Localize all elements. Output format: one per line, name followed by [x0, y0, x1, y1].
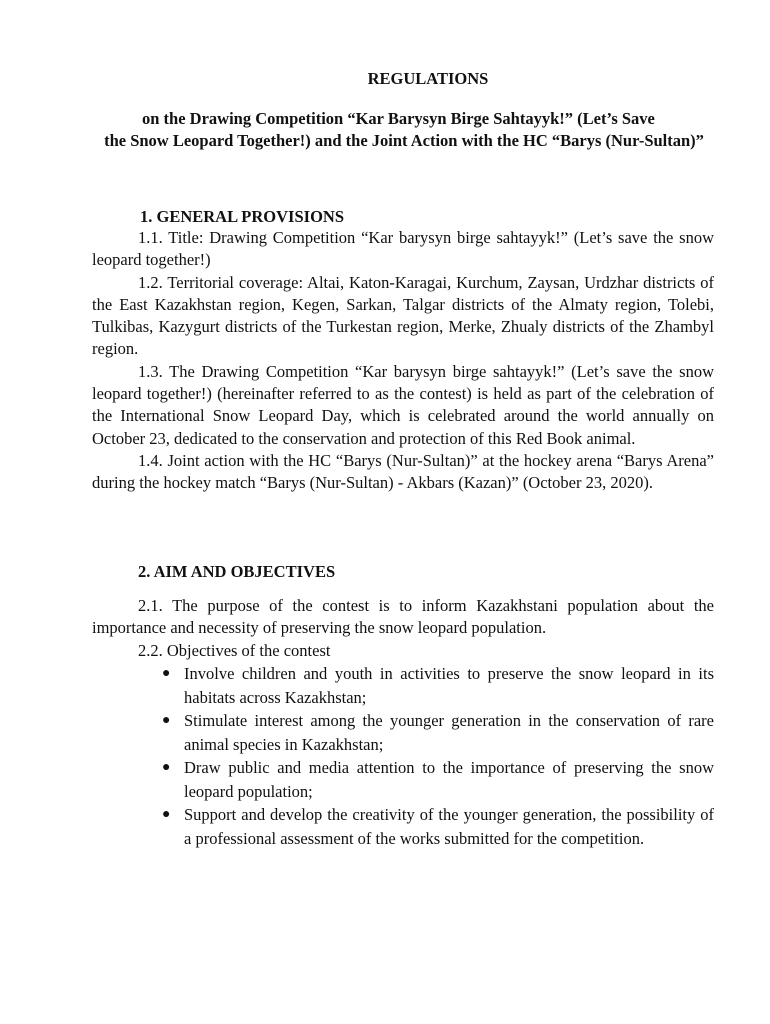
paragraph-2-2: 2.2. Objectives of the contest [138, 640, 331, 660]
paragraph-2-1: 2.1. The purpose of the contest is to inform Kazakhstani population about the importance and necessity of preserving the snow leopard population. [92, 596, 714, 638]
bullet-icon: ● [162, 760, 171, 775]
paragraph-1-3: 1.3. The Drawing Competition “Kar barysyn birge sahtayyk!” (Let’s save the snow leopard together!) (hereinafter referred to as the contest) is held as part of the celebration of the International Snow Leopard Day, which is celebrated around the world annually on October 23, dedicated to the conservation and protection of this Red Book animal. [92, 361, 714, 448]
paragraph-1-2: 1.2. Territorial coverage: Altai, Katon-Karagai, Kurchum, Zaysan, Urdzhar districts of the East Kazakhstan region, Kegen, Sarkan, Talgar districts of the Almaty region, Tolebi, Tulkibas, Kazygurt districts of the Turkestan region, Merke, Zhualy districts of the Zhambyl region. [92, 272, 714, 359]
subtitle-line-1: on the Drawing Competition “Kar Barysyn Birge Sahtayyk!” (Let’s Save [142, 109, 655, 128]
section-2-heading: 2. AIM AND OBJECTIVES [138, 562, 336, 581]
bullet-icon: ● [162, 807, 171, 822]
list-item [160, 756, 714, 803]
list-item [160, 709, 714, 756]
paragraph-1-1: 1.1. Title: Drawing Competition “Kar barysyn birge sahtayyk!” (Let’s save the snow leopard together!) [92, 228, 714, 270]
subtitle-line-rest: the Snow Leopard Together!) and the Joint Action with the HC “Barys (Nur-Sultan)” [104, 131, 704, 150]
list-item [160, 803, 714, 850]
list-item-text: Involve children and youth in activities to preserve the snow leopard in its habitats across Kazakhstan; [184, 664, 714, 707]
paragraph-1-4: 1.4. Joint action with the HC “Barys (Nur-Sultan)” at the hockey arena “Barys Arena” during the hockey match “Barys (Nur-Sultan) - Akbars (Kazan)” (October 23, 2020). [92, 450, 714, 493]
bullet-icon: ● [162, 713, 171, 728]
list-item [160, 662, 714, 709]
document-subtitle [92, 108, 716, 152]
section-2-body [92, 595, 714, 662]
objectives-list [160, 662, 714, 850]
bullet-icon: ● [162, 666, 171, 681]
document-title: REGULATIONS [367, 69, 489, 88]
list-item-text: Support and develop the creativity of the younger generation, the possibility of a professional assessment of the works submitted for the competition. [184, 805, 714, 848]
list-item-text: Stimulate interest among the younger generation in the conservation of rare animal species in Kazakhstan; [184, 711, 714, 754]
list-item-text: Draw public and media attention to the importance of preserving the snow leopard population; [184, 758, 714, 801]
section-1-body [92, 227, 714, 495]
section-1-heading: 1. GENERAL PROVISIONS [140, 207, 345, 226]
